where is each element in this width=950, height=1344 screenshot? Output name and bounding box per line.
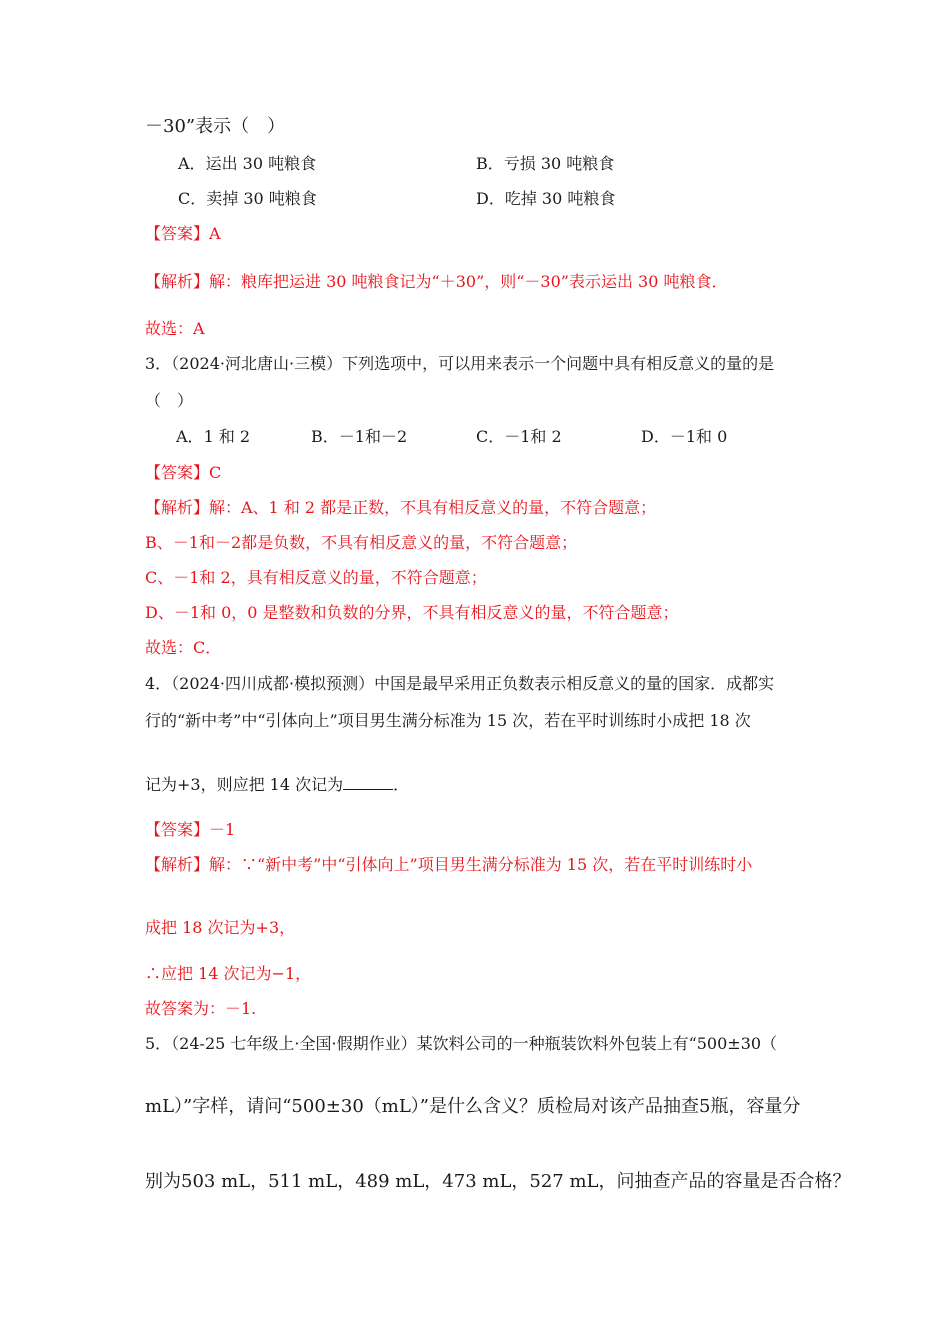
- q3-analysis-line: 【解析】解：A、1 和 2 都是正数，不具有相反意义的量，不符合题意；: [145, 498, 657, 517]
- q3-analysis-line: B、－1和－2都是负数，不具有相反意义的量，不符合题意；: [145, 533, 578, 552]
- q3-option-d: D．－1和 0: [641, 427, 728, 446]
- q2-option-c: C．卖掉 30 吨粮食: [178, 189, 317, 208]
- q4-analysis-line: 故答案为：－1.: [145, 999, 257, 1018]
- q4-answer: 【答案】－1: [145, 820, 236, 839]
- q4-analysis-line: 【解析】解：∵“新中考”中“引体向上”项目男生满分标准为 15 次，若在平时训练时小: [145, 855, 753, 874]
- q4-stem-line: 行的“新中考”中“引体向上”项目男生满分标准为 15 次，若在平时训练时小成把 18 次: [145, 711, 751, 730]
- q3-analysis-line: C、－1和 2，具有相反意义的量，不符合题意；: [145, 568, 487, 587]
- q5-stem-line: mL）”字样，请问“500±30（mL）”是什么含义？质检局对该产品抽查5瓶，容量分: [145, 1096, 801, 1117]
- q3-option-b: B．－1和－2: [311, 427, 408, 446]
- q2-choice: 故选：A: [145, 319, 205, 338]
- q3-stem: 3．（2024·河北唐山·三模）下列选项中，可以用来表示一个问题中具有相反意义的量的是: [145, 354, 775, 373]
- q3-analysis-line: D、－1和 0，0 是整数和负数的分界，不具有相反意义的量，不符合题意；: [145, 603, 679, 622]
- q2-stem-tail: －30”表示（ ）: [145, 116, 286, 137]
- q3-option-c: C．－1和 2: [476, 427, 562, 446]
- q4-stem-line: 4．（2024·四川成都·模拟预测）中国是最早采用正负数表示相反意义的量的国家．成都实: [145, 674, 775, 693]
- q2-analysis: 【解析】解：粮库把运进 30 吨粮食记为“＋30”，则“－30”表示运出 30 吨粮食．: [145, 272, 728, 291]
- q4-stem-line: 记为+3，则应把 14 次记为 ．: [145, 775, 410, 794]
- q2-option-b: B．亏损 30 吨粮食: [476, 154, 615, 173]
- q2-option-d: D．吃掉 30 吨粮食: [476, 189, 616, 208]
- q3-analysis-line: 故选：C．: [145, 638, 222, 657]
- q4-analysis-line: ∴应把 14 次记为−1，: [145, 964, 312, 983]
- q3-answer: 【答案】C: [145, 463, 222, 482]
- q2-option-a: A．运出 30 吨粮食: [178, 154, 317, 173]
- answer-blank: [343, 774, 393, 790]
- q3-option-a: A．1 和 2: [176, 427, 251, 446]
- q2-answer: 【答案】A: [145, 224, 221, 243]
- q3-stem-paren: （ ）: [145, 391, 194, 410]
- q5-stem-line: 别为503 mL，511 mL，489 mL，473 mL，527 mL，问抽查产品的容量是否合格？: [145, 1171, 851, 1192]
- q4-analysis-line: 成把 18 次记为+3，: [145, 918, 296, 937]
- q5-stem-line: 5．（24-25 七年级上·全国·假期作业）某饮料公司的一种瓶装饮料外包装上有“500±30（: [145, 1034, 778, 1053]
